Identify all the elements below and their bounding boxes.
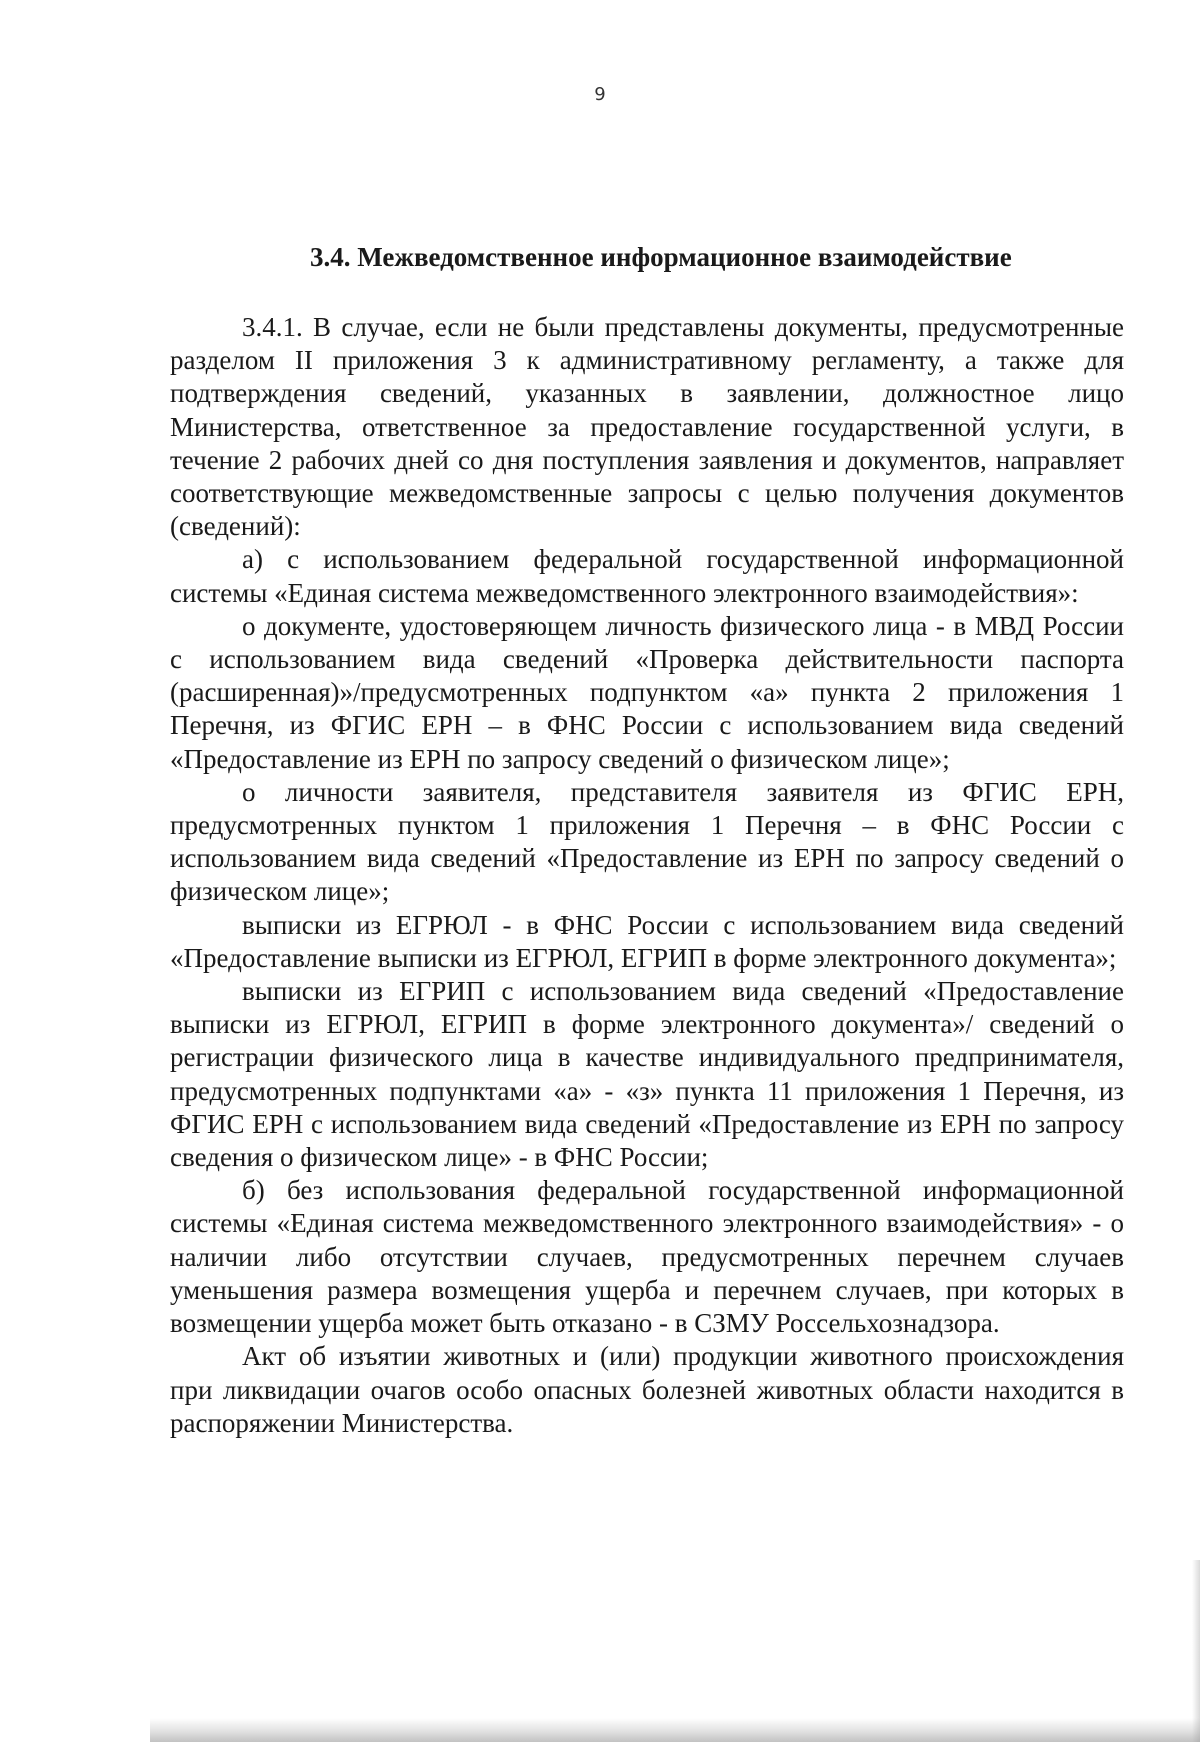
- section-title: 3.4. Межведомственное информационное взаимодействие: [310, 242, 1012, 272]
- paragraph-identity-document: о документе, удостоверяющем личность физического лица - в МВД России с использованием вида сведений «Проверка действительности паспорта (расширенная)»/предусмотренных подпунктом «а» пункта 2 приложения 1 Перечня, из ФГИС ЕРН – в ФНС России с использованием вида сведений «Предоставление из ЕРН по запросу сведений о физическом лице»;: [170, 610, 1124, 774]
- page-number: 9: [594, 84, 606, 105]
- scan-right-edge: [1192, 1560, 1200, 1742]
- paragraph-egrul-extract: выписки из ЕГРЮЛ - в ФНС России с использованием вида сведений «Предоставление выписки из ЕГРЮЛ, ЕГРИП в форме электронного документа»;: [170, 909, 1124, 973]
- paragraph-item-a: а) с использованием федеральной государственной информационной системы «Единая система межведомственного электронного взаимодействия»:: [170, 544, 1124, 608]
- paragraph-egrip-extract: выписки из ЕГРИП с использованием вида сведений «Предоставление выписки из ЕГРЮЛ, ЕГРИП в форме электронного документа»/ сведений о регистрации физического лица в качестве индивидуального предпринимателя, предусмотренных подпунктами «а» - «з» пункта 11 приложения 1 Перечня, из ФГИС ЕРН с использованием вида сведений «Предоставление из ЕРН по запросу сведения о физическом лице» - в ФНС России;: [170, 976, 1124, 1173]
- paragraph-applicant-identity: о личности заявителя, представителя заявителя из ФГИС ЕРН, предусмотренных пунктом 1 приложения 1 Перечня – в ФНС России с использованием вида сведений «Предоставление из ЕРН по запросу сведений о физическом лице»;: [170, 776, 1124, 907]
- document-body: [170, 311, 1124, 1440]
- paragraph-3-4-1: 3.4.1. В случае, если не были представлены документы, предусмотренные разделом II приложения 3 к административному регламенту, а также для подтверждения сведений, указанных в заявлении, должностное лицо Министерства, ответственное за предоставление государственной услуги, в течение 2 рабочих дней со дня поступления заявления и документов, направляет соответствующие межведомственные запросы с целью получения документов (сведений):: [170, 312, 1124, 542]
- scan-bottom-edge: [150, 1718, 1200, 1742]
- paragraph-item-b: б) без использования федеральной государственной информационной системы «Единая система межведомственного электронного взаимодействия» - о наличии либо отсутствии случаев, предусмотренных перечнем случаев уменьшения размера возмещения ущерба и перечнем случаев, при которых в возмещении ущерба может быть отказано - в СЗМУ Россельхознадзора.: [170, 1175, 1124, 1339]
- paragraph-act-of-seizure: Акт об изъятии животных и (или) продукции животного происхождения при ликвидации очагов особо опасных болезней животных области находится в распоряжении Министерства.: [170, 1341, 1124, 1438]
